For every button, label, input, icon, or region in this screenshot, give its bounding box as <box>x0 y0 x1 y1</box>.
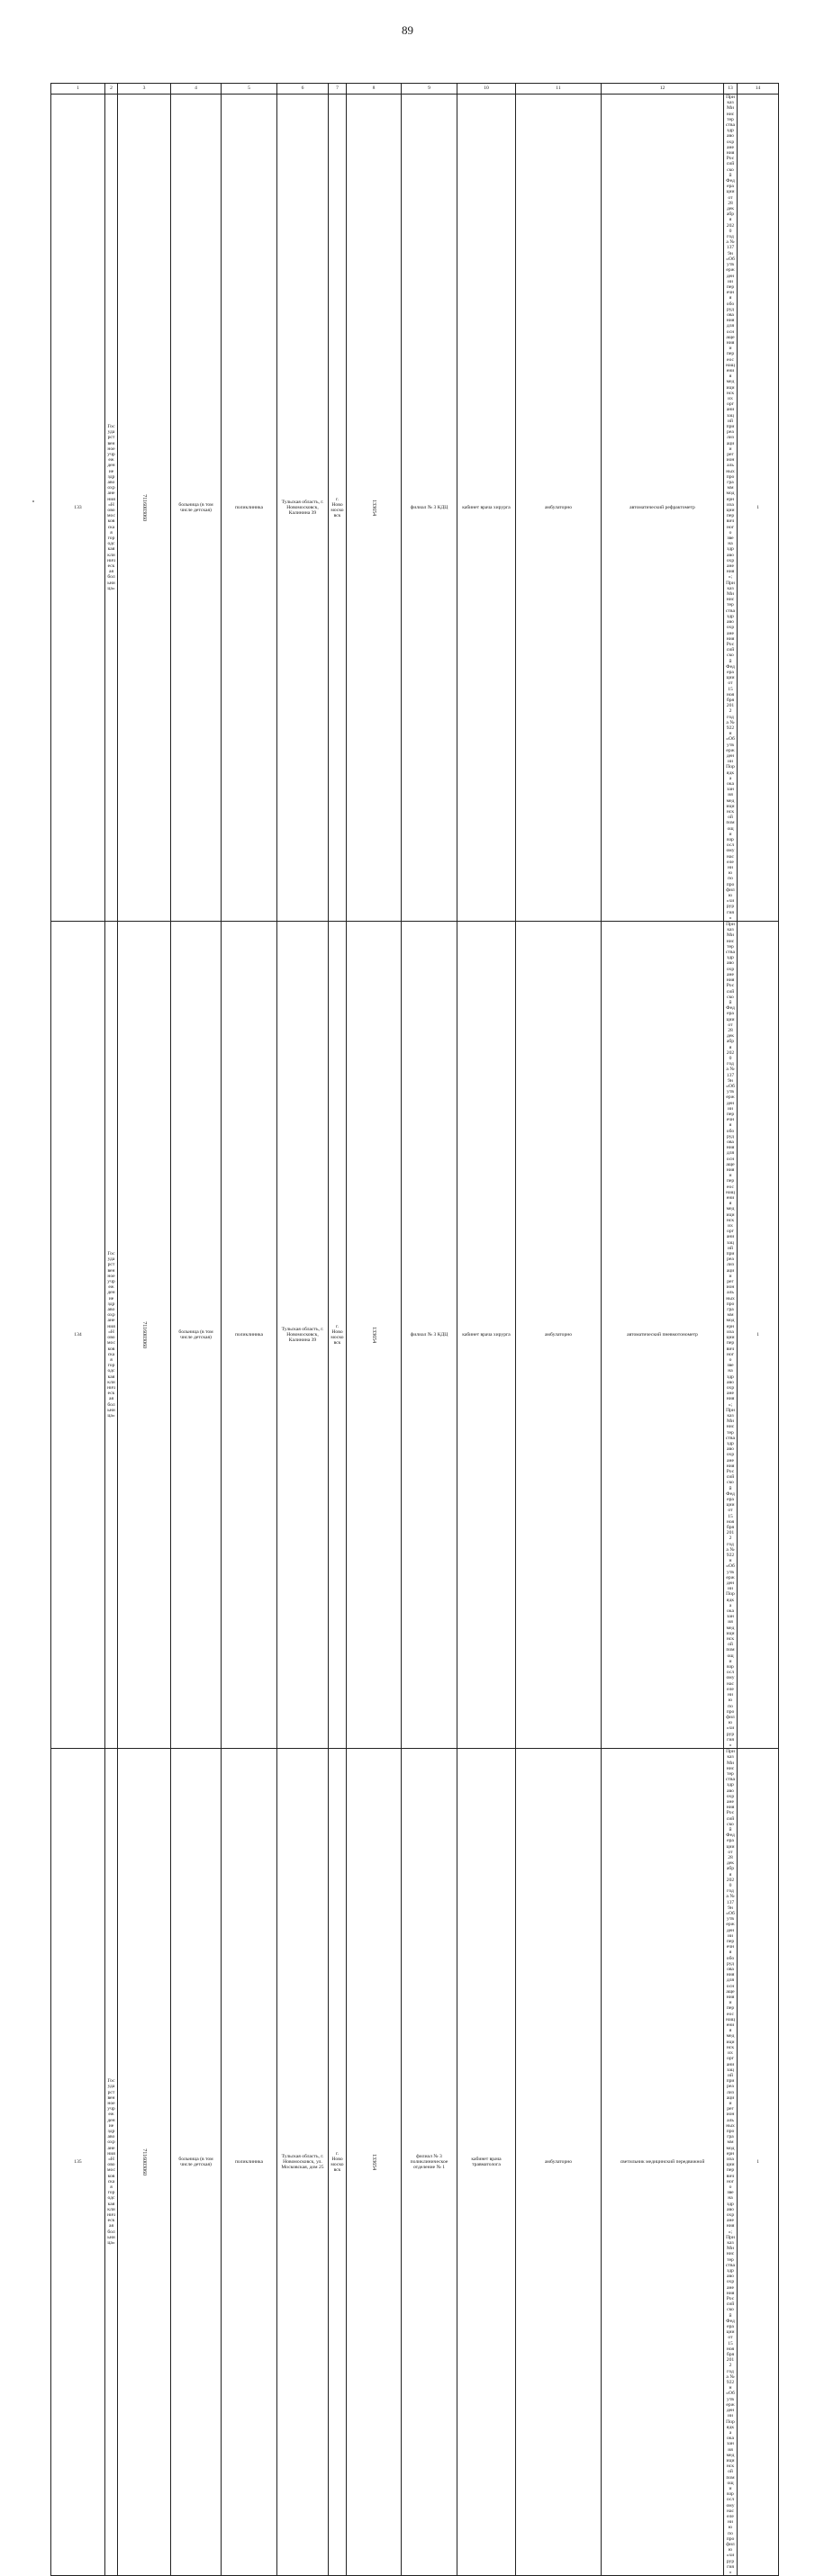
organization-name: Государственное учреждение здравоохранения «Новомосковская городская клиническая больница» <box>107 1251 115 1419</box>
unit-type: поликлиника <box>234 504 264 510</box>
column-header: 4 <box>171 84 222 95</box>
column-header: 6 <box>277 84 329 95</box>
care-form-cell <box>516 1749 602 2576</box>
quantity-cell <box>738 95 779 922</box>
regulation-cell <box>724 922 738 1749</box>
table-row <box>51 95 779 922</box>
column-header: 13 <box>724 84 738 95</box>
address: Тульская область, г. Новомосковск, ул. Московская, дом 25 <box>281 2153 324 2171</box>
postal-index-cell <box>347 922 402 1749</box>
address-cell <box>277 1749 329 2576</box>
table-row <box>51 1749 779 2576</box>
facility-type-cell <box>171 922 222 1749</box>
facility-type: больница (в том числе детская) <box>178 2156 213 2168</box>
inn-code: 7116003060 <box>141 494 148 521</box>
regulation-text: Приказ Министерства здравоохранения Российской Федерации от 28 декабря 2020 года № 1379н «Об утверждении перечня оборудования для оснащения и переоснащения медицинских организаций при реализации региональных программ модернизации первичного звена здравоохранения»; Приказ Министерства здравоохранения Российской Федерации от 15 ноября 2012 года № 922н «Об утверждении Порядка оказания медицинской помощи взрослому населению по профилю «хирургия» <box>726 1749 735 2575</box>
branch-cell <box>402 95 457 922</box>
column-header: 12 <box>602 84 724 95</box>
row-number-cell <box>51 95 105 922</box>
quantity: 1 <box>756 504 759 510</box>
room-cell <box>457 95 516 922</box>
care-form-cell <box>516 95 602 922</box>
unit-cell <box>222 95 277 922</box>
facility-type-cell <box>171 1749 222 2576</box>
address: Тульская область, г. Новомосковск, Калинина 39 <box>281 1326 324 1344</box>
regulation-text: Приказ Министерства здравоохранения Российской Федерации от 28 декабря 2020 года № 1379н «Об утверждении перечня оборудования для оснащения и переоснащения медицинских организаций при реализации региональных программ модернизации первичного звена здравоохранения»; Приказ Министерства здравоохранения Российской Федерации от 15 ноября 2012 года № 922н «Об утверждении Порядка оказания медицинской помощи взрослому населению по профилю «хирургия» <box>726 95 735 921</box>
room-cell <box>457 922 516 1749</box>
city-cell <box>329 95 347 922</box>
row-number: 133 <box>74 504 82 510</box>
column-header: 3 <box>118 84 171 95</box>
equipment-cell <box>602 95 724 922</box>
organization-name: Государственное учреждение здравоохранения «Новомосковская городская клиническая больница» <box>107 423 115 591</box>
row-number: 134 <box>74 1331 82 1338</box>
column-header: 8 <box>347 84 402 95</box>
table-row <box>51 922 779 1749</box>
quantity-cell <box>738 922 779 1749</box>
regulation-cell <box>724 95 738 922</box>
facility-type: больница (в том числе детская) <box>178 501 213 514</box>
scan-speck <box>32 500 34 502</box>
room: кабинет врача хирурга <box>462 1331 511 1338</box>
postal-index-cell <box>347 1749 402 2576</box>
postal-index: 133654 <box>371 500 377 517</box>
postal-index: 133654 <box>371 2154 377 2171</box>
unit-cell <box>222 922 277 1749</box>
care-form: амбулаторно <box>544 2159 573 2166</box>
equipment-register-table <box>50 83 779 2576</box>
inn-cell <box>118 922 171 1749</box>
unit-type: поликлиника <box>234 1331 264 1338</box>
inn-code: 7116003060 <box>141 2148 148 2176</box>
quantity-cell <box>738 1749 779 2576</box>
equipment-cell <box>602 922 724 1749</box>
care-form-cell <box>516 922 602 1749</box>
care-form: амбулаторно <box>544 1331 573 1338</box>
column-header: 11 <box>516 84 602 95</box>
organization-name: Государственное учреждение здравоохранения «Новомосковская городская клиническая больница» <box>107 2078 115 2246</box>
organization-cell <box>105 1749 118 2576</box>
branch: филиал № 3 КДЦ <box>410 1331 448 1338</box>
care-form: амбулаторно <box>544 504 573 510</box>
city-cell <box>329 922 347 1749</box>
organization-cell <box>105 95 118 922</box>
regulation-cell <box>724 1749 738 2576</box>
equipment-name: светильник медицинский передвижной <box>620 2159 705 2166</box>
facility-type-cell <box>171 95 222 922</box>
organization-cell <box>105 922 118 1749</box>
inn-cell <box>118 1749 171 2576</box>
city: г. Новомосковск <box>331 1323 344 1347</box>
unit-type: поликлиника <box>234 2159 264 2166</box>
column-header: 14 <box>738 84 779 95</box>
inn-cell <box>118 95 171 922</box>
row-number-cell <box>51 922 105 1749</box>
column-header: 10 <box>457 84 516 95</box>
room: кабинет врача травматолога <box>471 2156 502 2168</box>
branch: филиал № 3 поликлиническое отделение № 1 <box>410 2153 448 2171</box>
column-number-row <box>51 84 779 95</box>
column-header: 2 <box>105 84 118 95</box>
room-cell <box>457 1749 516 2576</box>
address-cell <box>277 95 329 922</box>
equipment-cell <box>602 1749 724 2576</box>
branch: филиал № 3 КДЦ <box>410 504 448 510</box>
row-number-cell <box>51 1749 105 2576</box>
facility-type: больница (в том числе детская) <box>178 1329 213 1341</box>
equipment-name: автоматический рефрактометр <box>629 504 695 510</box>
branch-cell <box>402 922 457 1749</box>
column-header: 1 <box>51 84 105 95</box>
room: кабинет врача хирурга <box>462 504 511 510</box>
branch-cell <box>402 1749 457 2576</box>
inn-code: 7116003060 <box>141 1321 148 1348</box>
unit-cell <box>222 1749 277 2576</box>
equipment-name: автоматический пневмотонометр <box>627 1331 698 1338</box>
page-number: 89 <box>402 23 413 37</box>
column-header: 9 <box>402 84 457 95</box>
column-header: 7 <box>329 84 347 95</box>
city: г. Новомосковск <box>331 2150 344 2174</box>
city-cell <box>329 1749 347 2576</box>
postal-index-cell <box>347 95 402 922</box>
postal-index: 133654 <box>371 1327 377 1344</box>
address-cell <box>277 922 329 1749</box>
quantity: 1 <box>756 2159 759 2166</box>
row-number: 135 <box>74 2159 82 2166</box>
address: Тульская область, г. Новомосковск, Калинина 39 <box>281 499 324 517</box>
regulation-text: Приказ Министерства здравоохранения Российской Федерации от 28 декабря 2020 года № 1379н «Об утверждении перечня оборудования для оснащения и переоснащения медицинских организаций при реализации региональных программ модернизации первичного звена здравоохранения»; Приказ Министерства здравоохранения Российской Федерации от 15 ноября 2012 года № 922н «Об утверждении Порядка оказания медицинской помощи взрослому населению по профилю «хирургия» <box>726 922 735 1748</box>
quantity: 1 <box>756 1331 759 1338</box>
city: г. Новомосковск <box>331 496 344 519</box>
column-header: 5 <box>222 84 277 95</box>
